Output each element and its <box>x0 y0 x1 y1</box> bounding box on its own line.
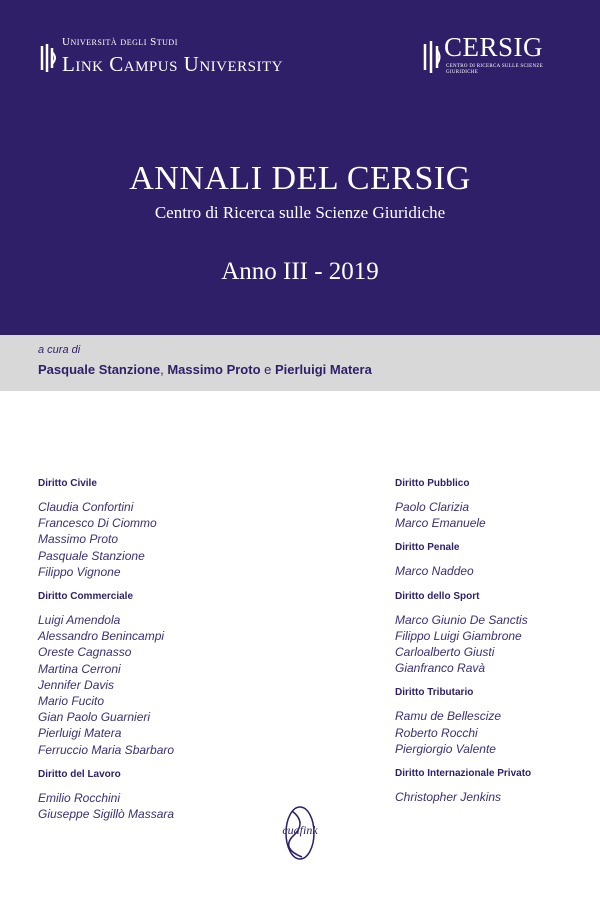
publisher-logo-icon <box>262 803 338 863</box>
contributor-section <box>395 768 585 805</box>
contributor-section <box>38 591 258 758</box>
journal-year: Anno III - 2019 <box>221 258 379 285</box>
contributor-name: Martina Cerroni <box>38 661 121 676</box>
university-line1: Università degli Studi <box>62 36 178 48</box>
contributor-section <box>38 769 258 822</box>
section-title: Diritto Internazionale Privato <box>395 768 532 780</box>
contributor-name: Paolo Clarizia <box>395 500 470 514</box>
contributor-section <box>395 478 585 531</box>
contributor-name: Filippo Vignone <box>38 564 121 579</box>
cover-header <box>0 0 600 335</box>
editor-name: Pasquale Stanzione <box>38 362 161 377</box>
section-title: Diritto Penale <box>395 542 460 554</box>
section-title: Diritto Tributario <box>395 687 474 699</box>
editors-label: a cura di <box>38 344 81 356</box>
contributor-name: Marco Naddeo <box>395 564 474 579</box>
contributor-name: Emilio Rocchini <box>38 790 121 805</box>
editors-list <box>38 362 372 377</box>
contributor-name: Gianfranco Ravà <box>395 661 486 676</box>
contributor-name: Ferruccio Maria Sbarbaro <box>38 742 175 757</box>
contributor-name: Oreste Cagnasso <box>38 645 132 660</box>
contributor-name: Alessandro Benincampi <box>38 629 165 644</box>
section-title: Diritto Pubblico <box>395 478 470 489</box>
university-line2: Link Campus University <box>62 52 284 76</box>
contributor-name: Filippo Luigi Giambrone <box>395 628 522 643</box>
contributor-name: Ramu de Bellescize <box>395 709 502 724</box>
journal-subtitle: Centro di Ricerca sulle Scienze Giuridiche <box>154 203 446 222</box>
university-emblem-icon <box>38 40 60 76</box>
contributor-name: Marco Emanuele <box>395 516 486 531</box>
editor-name: Massimo Proto <box>167 362 261 377</box>
contributor-name: Roberto Rocchi <box>395 725 478 740</box>
section-title: Diritto Commerciale <box>38 591 134 603</box>
editor-separator: e <box>260 362 275 377</box>
contributor-name: Giuseppe Sigillò Massara <box>38 807 175 822</box>
section-title: Diritto del Lavoro <box>38 768 121 780</box>
section-title: Diritto dello Sport <box>395 590 480 602</box>
contributor-name: Marco Giunio De Sanctis <box>395 612 528 627</box>
editor-name: Pierluigi Matera <box>274 362 372 377</box>
contributor-name: Mario Fucito <box>38 694 105 709</box>
contributor-name: Francesco Di Ciommo <box>38 516 157 531</box>
contributors-left-column <box>38 478 258 833</box>
journal-title: ANNALI DEL CERSIG <box>129 160 471 197</box>
contributor-name: Pasquale Stanzione <box>38 548 145 563</box>
contributor-name: Luigi Amendola <box>38 613 121 628</box>
contributor-name: Massimo Proto <box>38 532 119 547</box>
contributor-section <box>395 591 585 677</box>
contributor-name: Gian Paolo Guarnieri <box>38 710 151 725</box>
contributor-section <box>38 478 258 580</box>
contributors-right-column <box>395 478 585 816</box>
publisher-name: cuafink <box>282 823 318 837</box>
section-title: Diritto Civile <box>38 478 97 489</box>
contributor-name: Christopher Jenkins <box>395 790 502 805</box>
editor-separator: , <box>160 362 168 377</box>
contributor-name: Carloalberto Giusti <box>395 645 495 660</box>
cersig-emblem-icon <box>420 38 442 76</box>
contributor-name: Pierluigi Matera <box>38 726 122 741</box>
editors-band <box>0 335 600 391</box>
contributor-section <box>395 687 585 757</box>
cersig-logo-name: CERSIG <box>444 32 544 62</box>
contributor-name: Jennifer Davis <box>38 677 115 692</box>
contributor-name: Claudia Confortini <box>38 500 134 514</box>
cersig-logo <box>420 34 580 82</box>
cersig-logo-tagline: CENTRO DI RICERCA SULLE SCIENZE GIURIDICHE <box>446 64 544 75</box>
contributor-section <box>395 542 585 579</box>
link-campus-logo <box>38 34 338 82</box>
contributor-name: Piergiorgio Valente <box>395 741 496 756</box>
